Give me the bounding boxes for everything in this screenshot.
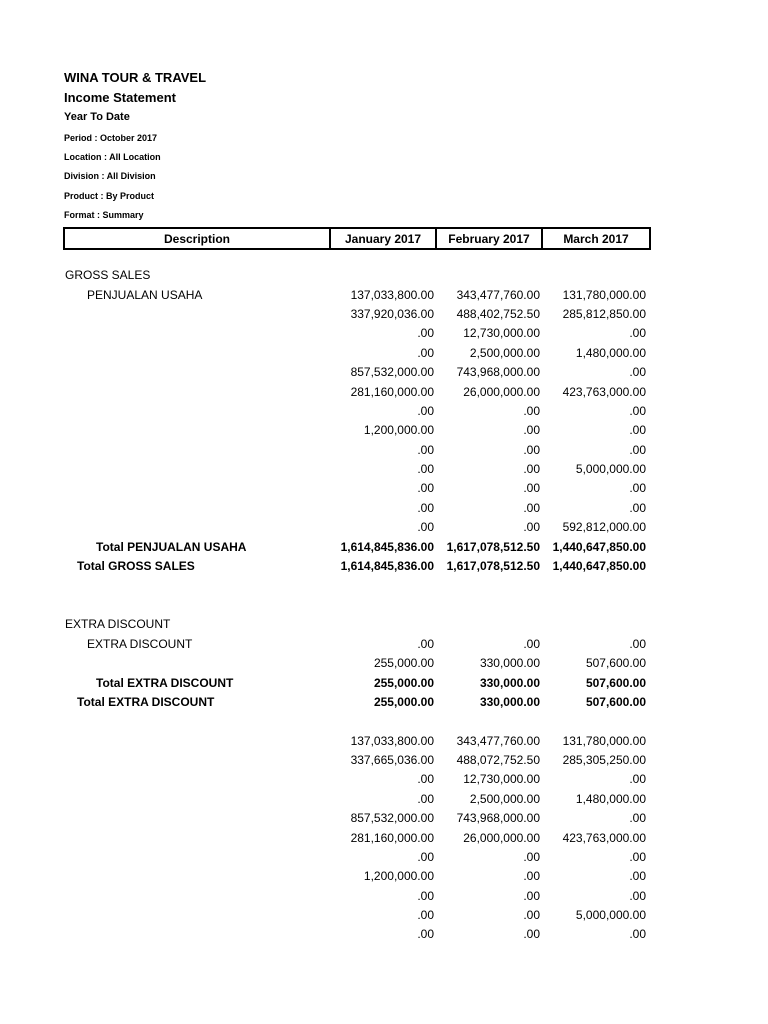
value-march: .00 [629, 637, 646, 651]
value-january: .00 [417, 481, 434, 495]
value-january: .00 [417, 850, 434, 864]
division-line: Division : All Division [64, 171, 156, 181]
value-february: 343,477,760.00 [456, 734, 540, 748]
value-february: 2,500,000.00 [469, 346, 540, 360]
value-march: 285,305,250.00 [562, 753, 646, 767]
value-march: 131,780,000.00 [562, 288, 646, 302]
report-subtitle: Year To Date [64, 111, 130, 123]
value-march: .00 [629, 889, 646, 903]
line-row [0, 906, 768, 925]
value-february: 26,000,000.00 [463, 385, 540, 399]
account-row [0, 286, 768, 305]
section-total-row [0, 557, 768, 576]
value-february: 330,000.00 [479, 676, 540, 690]
value-february: 330,000.00 [479, 695, 540, 709]
line-row [0, 751, 768, 770]
row-label: Total EXTRA DISCOUNT [96, 676, 234, 690]
value-march: .00 [629, 501, 646, 515]
value-january: 1,200,000.00 [363, 423, 434, 437]
value-february: .00 [523, 927, 540, 941]
value-january: .00 [417, 326, 434, 340]
value-february: 12,730,000.00 [463, 326, 540, 340]
value-february: .00 [523, 520, 540, 534]
value-march: 1,440,647,850.00 [552, 540, 646, 554]
section-heading-row [0, 615, 768, 634]
line-row [0, 460, 768, 479]
value-january: 137,033,800.00 [350, 734, 434, 748]
value-march: 1,440,647,850.00 [552, 559, 646, 573]
value-january: .00 [417, 443, 434, 457]
value-february: .00 [523, 481, 540, 495]
line-row [0, 809, 768, 828]
value-february: 1,617,078,512.50 [446, 540, 540, 554]
value-february: .00 [523, 443, 540, 457]
account-total-row [0, 538, 768, 557]
value-february: .00 [523, 423, 540, 437]
row-label: Total GROSS SALES [77, 559, 195, 573]
row-label: Total EXTRA DISCOUNT [77, 695, 215, 709]
value-march: 1,480,000.00 [575, 346, 646, 360]
value-january: .00 [417, 462, 434, 476]
value-february: .00 [523, 869, 540, 883]
value-january: .00 [417, 520, 434, 534]
line-row [0, 732, 768, 751]
value-march: .00 [629, 850, 646, 864]
value-january: .00 [417, 792, 434, 806]
value-march: 131,780,000.00 [562, 734, 646, 748]
column-header-march: March 2017 [563, 231, 629, 246]
value-march: .00 [629, 772, 646, 786]
row-label: PENJUALAN USAHA [87, 288, 203, 302]
value-january: 337,665,036.00 [350, 753, 434, 767]
column-header-february: February 2017 [437, 229, 543, 248]
location-line: Location : All Location [64, 152, 161, 162]
product-line: Product : By Product [64, 191, 155, 201]
line-row [0, 324, 768, 343]
value-january: .00 [417, 637, 434, 651]
line-row [0, 887, 768, 906]
line-row [0, 421, 768, 440]
value-january: 857,532,000.00 [350, 365, 434, 379]
line-row [0, 848, 768, 867]
value-march: 507,600.00 [585, 695, 646, 709]
value-february: 743,968,000.00 [456, 811, 540, 825]
value-january: .00 [417, 501, 434, 515]
line-row [0, 479, 768, 498]
value-january: .00 [417, 889, 434, 903]
value-march: .00 [629, 443, 646, 457]
value-march: 285,812,850.00 [562, 307, 646, 321]
value-february: 488,402,752.50 [456, 307, 540, 321]
value-february: .00 [523, 850, 540, 864]
value-january: .00 [417, 346, 434, 360]
line-row [0, 383, 768, 402]
value-january: 255,000.00 [373, 676, 434, 690]
value-february: 2,500,000.00 [469, 792, 540, 806]
line-row [0, 654, 768, 673]
value-march: .00 [629, 869, 646, 883]
value-february: 743,968,000.00 [456, 365, 540, 379]
value-january: 857,532,000.00 [350, 811, 434, 825]
value-february: .00 [523, 462, 540, 476]
line-row [0, 867, 768, 886]
section-heading-row [0, 266, 768, 285]
value-january: 1,614,845,836.00 [340, 559, 434, 573]
format-line: Format : Summary [64, 210, 144, 220]
value-january: 255,000.00 [373, 695, 434, 709]
value-january: 255,000.00 [373, 656, 434, 670]
value-january: 337,920,036.00 [350, 307, 434, 321]
value-february: .00 [523, 908, 540, 922]
period-line: Period : October 2017 [64, 133, 158, 143]
line-row [0, 305, 768, 324]
report-title: Income Statement [64, 90, 176, 105]
value-january: 281,160,000.00 [350, 385, 434, 399]
value-february: .00 [523, 404, 540, 418]
section-total-row [0, 693, 768, 712]
value-march: .00 [629, 811, 646, 825]
row-label: GROSS SALES [65, 268, 151, 282]
value-february: 12,730,000.00 [463, 772, 540, 786]
value-january: .00 [417, 908, 434, 922]
value-january: 1,200,000.00 [363, 869, 434, 883]
company-name: WINA TOUR & TRAVEL [64, 70, 207, 85]
row-label: EXTRA DISCOUNT [87, 637, 193, 651]
value-march: 507,600.00 [585, 676, 646, 690]
value-february: 488,072,752.50 [456, 753, 540, 767]
value-march: .00 [629, 481, 646, 495]
value-january: .00 [417, 772, 434, 786]
value-february: .00 [523, 889, 540, 903]
line-row [0, 441, 768, 460]
line-row [0, 402, 768, 421]
line-row [0, 829, 768, 848]
value-february: 343,477,760.00 [456, 288, 540, 302]
line-row [0, 790, 768, 809]
value-march: 507,600.00 [585, 656, 646, 670]
value-march: 1,480,000.00 [575, 792, 646, 806]
account-row [0, 635, 768, 654]
value-march: 5,000,000.00 [575, 908, 646, 922]
column-header-description: Description [65, 229, 331, 248]
value-february: .00 [523, 637, 540, 651]
column-header-january: January 2017 [331, 229, 437, 248]
line-row [0, 363, 768, 382]
value-february: 330,000.00 [479, 656, 540, 670]
row-label: EXTRA DISCOUNT [65, 617, 171, 631]
line-row [0, 770, 768, 789]
value-january: .00 [417, 404, 434, 418]
value-january: 281,160,000.00 [350, 831, 434, 845]
line-row [0, 499, 768, 518]
value-march: 423,763,000.00 [562, 385, 646, 399]
line-row [0, 925, 768, 944]
line-row [0, 344, 768, 363]
value-march: .00 [629, 365, 646, 379]
value-january: 1,614,845,836.00 [340, 540, 434, 554]
value-march: .00 [629, 326, 646, 340]
row-label: Total PENJUALAN USAHA [96, 540, 247, 554]
value-february: 1,617,078,512.50 [446, 559, 540, 573]
value-march: .00 [629, 404, 646, 418]
value-january: 137,033,800.00 [350, 288, 434, 302]
value-march: 592,812,000.00 [562, 520, 646, 534]
value-january: .00 [417, 927, 434, 941]
value-march: 423,763,000.00 [562, 831, 646, 845]
value-march: .00 [629, 927, 646, 941]
value-february: .00 [523, 501, 540, 515]
account-total-row [0, 674, 768, 693]
value-march: .00 [629, 423, 646, 437]
line-row [0, 518, 768, 537]
value-march: 5,000,000.00 [575, 462, 646, 476]
value-february: 26,000,000.00 [463, 831, 540, 845]
